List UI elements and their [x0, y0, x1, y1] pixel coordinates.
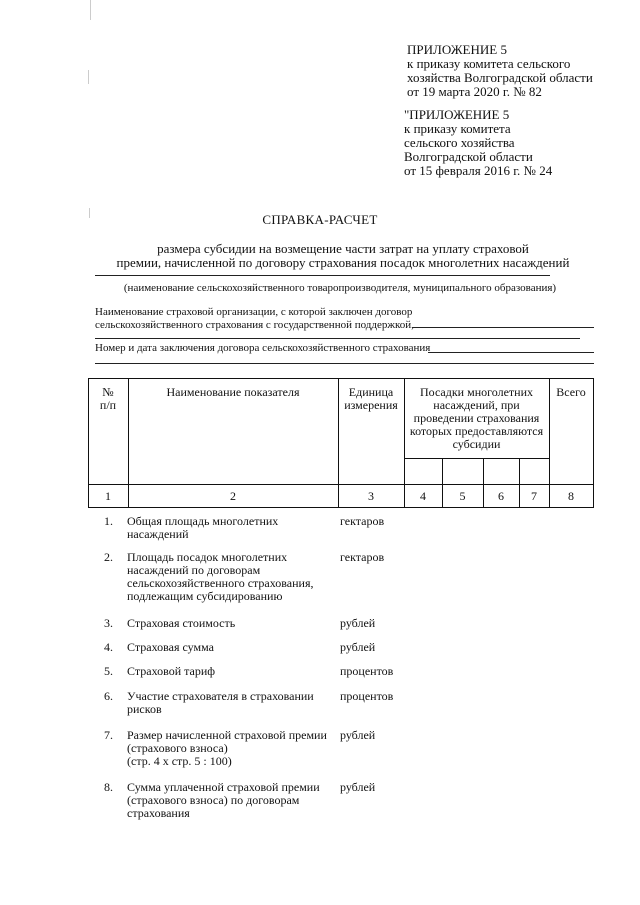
- header-unit-line: измерения: [344, 398, 398, 412]
- scan-mark: [88, 70, 89, 84]
- row-name: [127, 551, 327, 603]
- subtitle-line: размера субсидии на возмещение части затрат на уплату страховой: [157, 241, 529, 256]
- row-name-line: (страхового взноса) по договорам: [127, 793, 300, 807]
- document-subtitle: [90, 242, 596, 270]
- header-num-line: п/п: [99, 398, 117, 412]
- col-number: 1: [105, 489, 111, 503]
- row-name-line: Участие страхователя в страховании: [127, 689, 314, 703]
- insurer-fill-line-2[interactable]: [95, 338, 580, 339]
- col-number: 7: [531, 489, 537, 503]
- appendix-title: "ПРИЛОЖЕНИЕ 5: [404, 107, 510, 122]
- row-number: 3.: [104, 616, 113, 630]
- appendix-block-previous: [404, 108, 552, 178]
- scan-mark: [90, 0, 91, 20]
- row-unit: гектаров: [340, 550, 385, 564]
- row-number: 7.: [104, 728, 113, 742]
- insurer-fill-line[interactable]: [412, 327, 594, 328]
- appendix-date: от 19 марта 2020 г. № 82: [407, 84, 542, 99]
- row-name: [127, 690, 327, 716]
- col-number: 4: [420, 489, 426, 503]
- header-plantings-line: которых предоставляются: [409, 424, 544, 438]
- contract-fill-line[interactable]: [428, 352, 594, 353]
- row-name-line: подлежащим субсидированию: [127, 589, 283, 603]
- row-name-line: Страховая сумма: [127, 640, 214, 654]
- row-name-line: насаждений по договорам: [127, 563, 261, 577]
- header-plantings-line: проведении страхования: [413, 411, 540, 425]
- header-num: [88, 386, 128, 412]
- row-unit: рублей: [340, 640, 376, 654]
- contract-fill-line-2[interactable]: [95, 363, 594, 364]
- col-number: 6: [498, 489, 504, 503]
- header-name: Наименование показателя: [166, 385, 300, 399]
- header-unit: [338, 386, 404, 412]
- document-title: СПРАВКА-РАСЧЕТ: [262, 212, 378, 227]
- row-name-line: насаждений: [127, 527, 189, 541]
- row-unit: процентов: [340, 664, 394, 678]
- header-num-line: №: [102, 385, 114, 399]
- appendix-line: сельского хозяйства: [404, 135, 515, 150]
- row-number: 1.: [104, 514, 113, 528]
- row-name: [127, 617, 327, 630]
- row-name-line: рисков: [127, 702, 162, 716]
- header-plantings: [404, 386, 549, 451]
- row-number: 4.: [104, 640, 113, 654]
- header-total: Всего: [556, 385, 586, 399]
- col-number: 8: [568, 489, 574, 503]
- header-plantings-line: Посадки многолетних: [419, 385, 533, 399]
- insurer-line: сельскохозяйственного страхования с государственной поддержкой,: [95, 319, 414, 331]
- row-name-line: (страхового взноса): [127, 741, 228, 755]
- insurer-label: [95, 306, 414, 332]
- row-name: [127, 781, 327, 820]
- appendix-title: ПРИЛОЖЕНИЕ 5: [407, 42, 507, 57]
- row-name-line: Площадь посадок многолетних: [127, 550, 288, 564]
- insurer-line: Наименование страховой организации, с которой заключен договор: [95, 306, 413, 318]
- producer-caption: (наименование сельскохозяйственного товаропроизводителя, муниципального образования): [123, 282, 557, 294]
- appendix-line: к приказу комитета: [404, 121, 511, 136]
- producer-fill-line[interactable]: [95, 275, 550, 276]
- appendix-date: от 15 февраля 2016 г. № 24: [404, 163, 553, 178]
- row-number: 8.: [104, 780, 113, 794]
- row-unit: процентов: [340, 689, 394, 703]
- row-name: [127, 729, 327, 768]
- row-number: 6.: [104, 689, 113, 703]
- row-name-line: (стр. 4 х стр. 5 : 100): [127, 754, 232, 768]
- appendix-line: хозяйства Волгоградской области: [407, 70, 593, 85]
- indicators-table: [88, 378, 594, 508]
- row-unit: рублей: [340, 780, 376, 794]
- col-number: 5: [459, 489, 466, 503]
- header-plantings-line: насаждений, при: [433, 398, 520, 412]
- col-number: 3: [368, 489, 374, 503]
- contract-label: Номер и дата заключения договора сельскохозяйственного страхования: [95, 342, 431, 354]
- appendix-block-current: [407, 43, 593, 99]
- row-name-line: Страховой тариф: [127, 664, 216, 678]
- col-number: 2: [230, 489, 236, 503]
- row-name-line: Сумма уплаченной страховой премии: [127, 780, 320, 794]
- row-unit: рублей: [340, 616, 376, 630]
- row-number: 2.: [104, 550, 113, 564]
- header-unit-line: Единица: [348, 385, 394, 399]
- header-plantings-line: субсидии: [452, 437, 501, 451]
- row-number: 5.: [104, 664, 113, 678]
- row-name-line: Размер начисленной страховой премии: [127, 728, 327, 742]
- appendix-line: Волгоградской области: [404, 149, 533, 164]
- row-name-line: Общая площадь многолетних: [127, 514, 279, 528]
- appendix-line: к приказу комитета сельского: [407, 56, 571, 71]
- row-name-line: Страховая стоимость: [127, 616, 236, 630]
- row-name: [127, 665, 327, 678]
- row-name-line: страхования: [127, 806, 190, 820]
- row-unit: гектаров: [340, 514, 385, 528]
- subtitle-line: премии, начисленной по договору страхования посадок многолетних насаждений: [116, 255, 570, 270]
- row-name-line: сельскохозяйственного страхования,: [127, 576, 314, 590]
- row-name: [127, 515, 327, 541]
- row-unit: рублей: [340, 728, 376, 742]
- row-name: [127, 641, 327, 654]
